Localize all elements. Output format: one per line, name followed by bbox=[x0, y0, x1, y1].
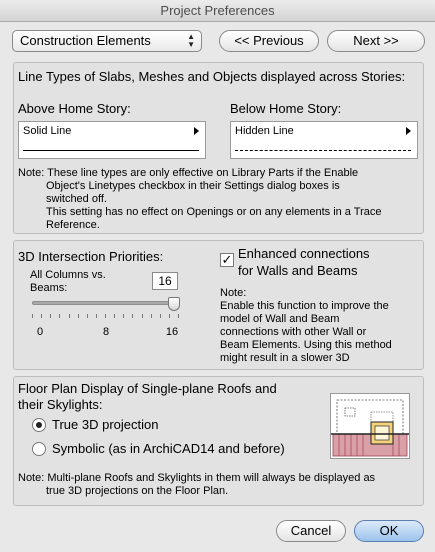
enhanced-connections-note bbox=[220, 287, 420, 365]
note-line: Reference. bbox=[46, 219, 100, 231]
note-line: model of Wall and Beam bbox=[220, 313, 340, 325]
slider-tick-label-8: 8 bbox=[102, 326, 110, 338]
slider-tick bbox=[178, 314, 179, 318]
above-home-story-label: Above Home Story: bbox=[18, 101, 131, 116]
above-line-type-selector[interactable] bbox=[18, 121, 206, 159]
priority-slider[interactable] bbox=[32, 297, 184, 319]
note-line: Beam Elements. Using this method bbox=[220, 339, 392, 351]
triangle-right-icon bbox=[406, 127, 411, 135]
priority-value-field[interactable]: 16 bbox=[152, 272, 178, 290]
ok-button[interactable]: OK bbox=[354, 520, 424, 542]
previous-button[interactable]: << Previous bbox=[219, 30, 319, 52]
slider-track bbox=[32, 301, 180, 305]
cancel-button[interactable]: Cancel bbox=[276, 520, 346, 542]
slider-tick bbox=[151, 314, 152, 318]
intersection-panel bbox=[13, 240, 424, 370]
enhanced-label-line: Enhanced connections bbox=[238, 246, 370, 261]
true-3d-projection-label: True 3D projection bbox=[52, 417, 159, 432]
note-line: true 3D projections on the Floor Plan. bbox=[46, 485, 229, 497]
note-line: connections with other Wall or bbox=[220, 326, 367, 338]
note-line: This setting has no effect on Openings or on any elements in a Trace bbox=[46, 206, 382, 218]
slider-tick-label-0: 0 bbox=[36, 326, 44, 338]
enhanced-label-line: for Walls and Beams bbox=[238, 263, 358, 278]
slider-tick bbox=[114, 314, 115, 318]
enhanced-connections-label bbox=[238, 246, 370, 279]
slider-tick bbox=[96, 314, 97, 318]
note-line: Note: bbox=[220, 287, 247, 299]
columns-label-line: Beams: bbox=[30, 282, 68, 294]
slider-tick bbox=[59, 314, 60, 318]
popup-arrows-icon: ▲ ▼ bbox=[187, 32, 195, 49]
slider-tick bbox=[123, 314, 124, 318]
intersection-header: 3D Intersection Priorities: bbox=[18, 249, 164, 264]
line-types-header: Line Types of Slabs, Meshes and Objects displayed across Stories: bbox=[18, 69, 406, 84]
line-types-note bbox=[18, 167, 422, 232]
below-line-type-value: Hidden Line bbox=[235, 125, 294, 137]
checkmark-icon: ✓ bbox=[221, 252, 233, 267]
category-popup-value: Construction Elements bbox=[20, 33, 151, 48]
symbolic-label: Symbolic (as in ArchiCAD14 and before) bbox=[52, 441, 285, 456]
roof-preview-icon bbox=[331, 394, 409, 458]
slider-tick bbox=[132, 314, 133, 318]
category-popup[interactable] bbox=[12, 30, 202, 52]
floor-plan-header bbox=[18, 381, 277, 413]
enhanced-connections-checkbox[interactable] bbox=[220, 253, 234, 267]
slider-tick bbox=[50, 314, 51, 318]
floor-plan-panel bbox=[13, 376, 424, 506]
line-types-panel bbox=[13, 62, 424, 234]
floor-plan-header-line: their Skylights: bbox=[18, 397, 103, 412]
note-line: Note: Multi-plane Roofs and Skylights in them will always be displayed as bbox=[18, 472, 376, 484]
slider-tick bbox=[105, 314, 106, 318]
slider-tick bbox=[142, 314, 143, 318]
note-line: Note: These line types are only effective on Library Parts if the Enable bbox=[18, 167, 359, 179]
floor-plan-note bbox=[18, 472, 422, 498]
slider-tick bbox=[32, 314, 33, 318]
slider-thumb[interactable] bbox=[168, 297, 180, 311]
roof-preview-image bbox=[330, 393, 410, 459]
columns-vs-beams-label bbox=[30, 269, 106, 295]
next-button[interactable]: Next >> bbox=[327, 30, 425, 52]
true-3d-projection-radio[interactable] bbox=[32, 418, 46, 432]
hidden-line-preview bbox=[235, 150, 411, 151]
symbolic-radio[interactable] bbox=[32, 442, 46, 456]
slider-tick bbox=[87, 314, 88, 318]
above-line-type-value: Solid Line bbox=[23, 125, 72, 137]
floor-plan-header-line: Floor Plan Display of Single-plane Roofs and bbox=[18, 381, 277, 396]
slider-tick bbox=[69, 314, 70, 318]
slider-tick bbox=[160, 314, 161, 318]
slider-tick-label-16: 16 bbox=[165, 326, 179, 338]
slider-tick bbox=[169, 314, 170, 318]
window-title: Project Preferences bbox=[0, 0, 435, 22]
slider-tick bbox=[41, 314, 42, 318]
columns-label-line: All Columns vs. bbox=[30, 269, 106, 281]
note-line: Enable this function to improve the bbox=[220, 300, 389, 312]
note-line: might result in a slower 3D bbox=[220, 352, 350, 364]
note-line: switched off. bbox=[46, 193, 107, 205]
triangle-right-icon bbox=[194, 127, 199, 135]
below-line-type-selector[interactable] bbox=[230, 121, 418, 159]
solid-line-preview bbox=[23, 150, 199, 151]
below-home-story-label: Below Home Story: bbox=[230, 101, 342, 116]
slider-tick bbox=[78, 314, 79, 318]
note-line: Object's Linetypes checkbox in their Settings dialog boxes is bbox=[46, 180, 340, 192]
